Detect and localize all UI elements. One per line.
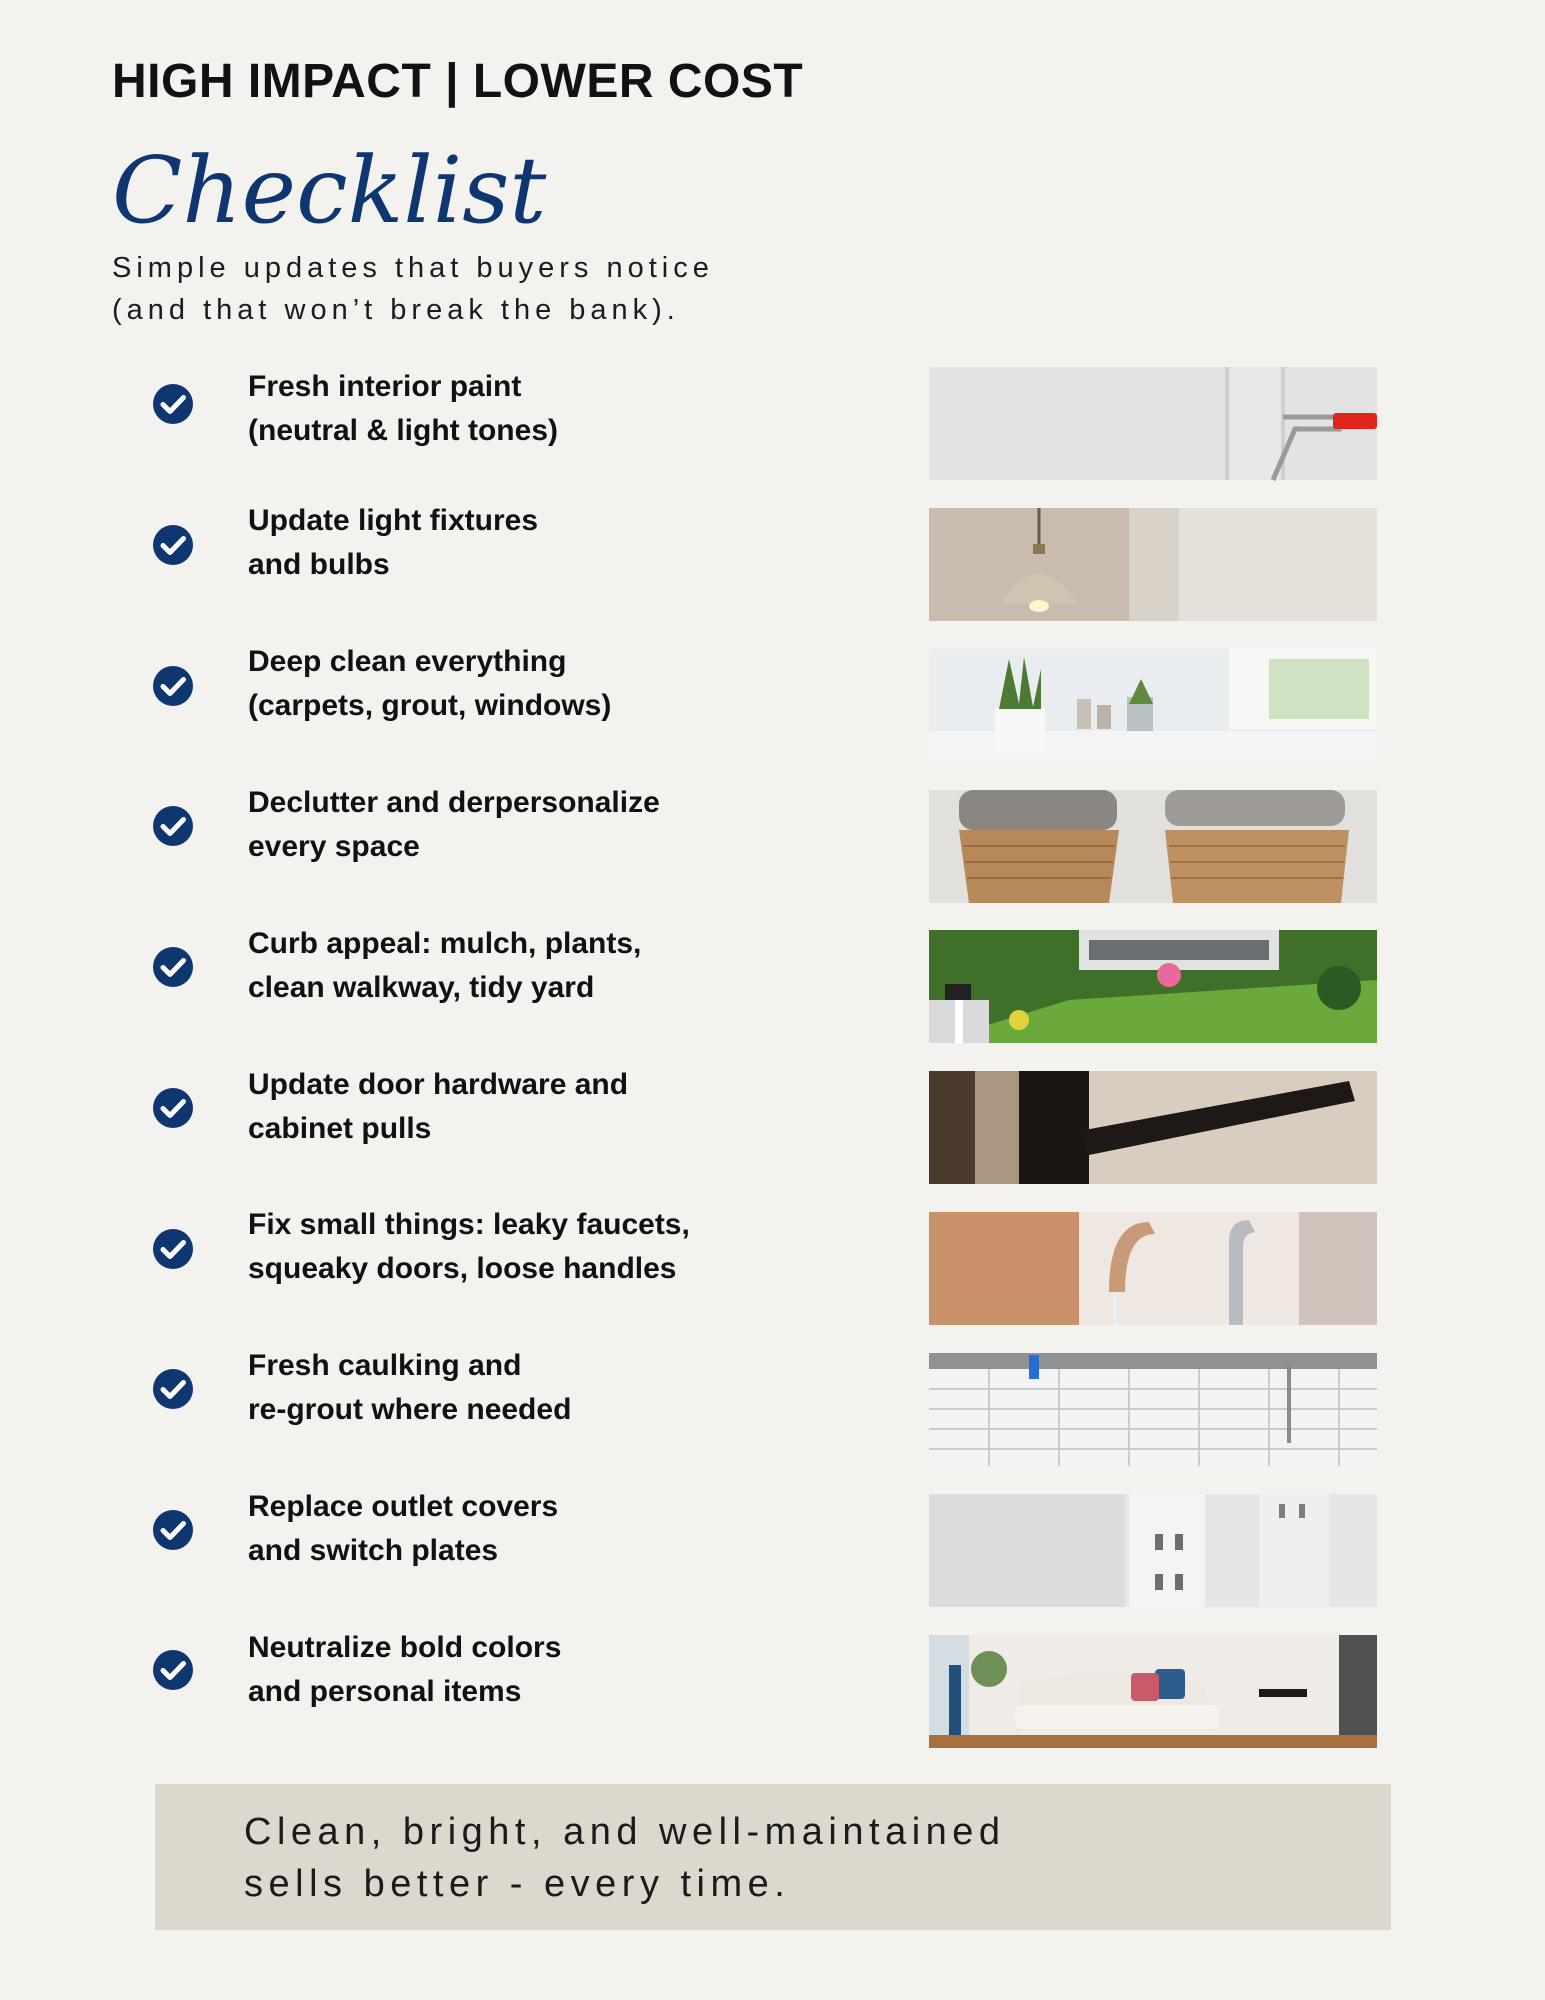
item-line-1: Deep clean everything [248,645,567,678]
subtitle-line-1: Simple updates that buyers notice [112,252,714,284]
item-line-2: re-grout where needed [248,1393,572,1426]
checklist-item-deep-clean [248,640,611,728]
living-room-sofa-image [929,1635,1377,1748]
faucet-image [929,1212,1377,1325]
checklist-item-door-hardware [248,1063,628,1151]
checklist-item-caulking [248,1344,571,1432]
kitchen-plants-image [929,649,1377,762]
item-line-2: cabinet pulls [248,1112,432,1145]
wicker-baskets-image [929,790,1377,903]
subtitle [112,247,714,331]
door-handle-image [929,1071,1377,1184]
checklist-item-small-fixes [248,1203,690,1291]
item-line-2: and switch plates [248,1534,499,1567]
check-icon[interactable] [153,384,193,424]
checklist-item-neutralize [248,1626,561,1714]
footer-line-1: Clean, bright, and well-maintained [244,1811,1006,1853]
item-line-1: Fresh interior paint [248,370,522,403]
item-line-1: Neutralize bold colors [248,1631,562,1664]
paint-roller-image [929,367,1377,480]
item-line-1: Update door hardware and [248,1068,629,1101]
item-line-1: Fix small things: leaky faucets, [248,1208,690,1241]
check-icon[interactable] [153,1369,193,1409]
checklist-item-light-fixtures [248,499,538,587]
item-line-2: every space [248,830,420,863]
checklist-item-curb-appeal [248,922,641,1010]
footer-banner [155,1784,1391,1930]
item-line-2: and bulbs [248,548,390,581]
item-line-2: squeaky doors, loose handles [248,1252,677,1285]
check-icon[interactable] [153,1088,193,1128]
item-line-1: Update light fixtures [248,504,539,537]
front-yard-image [929,930,1377,1043]
script-title-text: Checklist [112,137,547,244]
checklist-item-paint [248,365,558,453]
page-title: HIGH IMPACT | LOWER COST [112,55,804,108]
footer-text [244,1806,1006,1910]
script-title-checklist [108,110,547,250]
item-line-1: Curb appeal: mulch, plants, [248,927,642,960]
script-title-graphic [108,110,547,250]
checklist-item-declutter [248,781,660,869]
item-line-2: clean walkway, tidy yard [248,971,595,1004]
check-icon[interactable] [153,1229,193,1269]
outlet-image [929,1494,1377,1607]
check-icon[interactable] [153,947,193,987]
tiled-shower-image [929,1353,1377,1466]
item-line-2: (neutral & light tones) [248,414,558,447]
item-line-1: Fresh caulking and [248,1349,522,1382]
check-icon[interactable] [153,806,193,846]
check-icon[interactable] [153,525,193,565]
checklist-item-outlet-covers [248,1485,558,1573]
item-line-1: Replace outlet covers [248,1490,559,1523]
item-line-1: Declutter and derpersonalize [248,786,660,819]
pendant-lamp-image [929,508,1377,621]
item-line-2: (carpets, grout, windows) [248,689,612,722]
check-icon[interactable] [153,1510,193,1550]
footer-line-2: sells better - every time. [244,1863,791,1905]
item-line-2: and personal items [248,1675,522,1708]
check-icon[interactable] [153,666,193,706]
subtitle-line-2: (and that won’t break the bank). [112,294,680,326]
check-icon[interactable] [153,1650,193,1690]
